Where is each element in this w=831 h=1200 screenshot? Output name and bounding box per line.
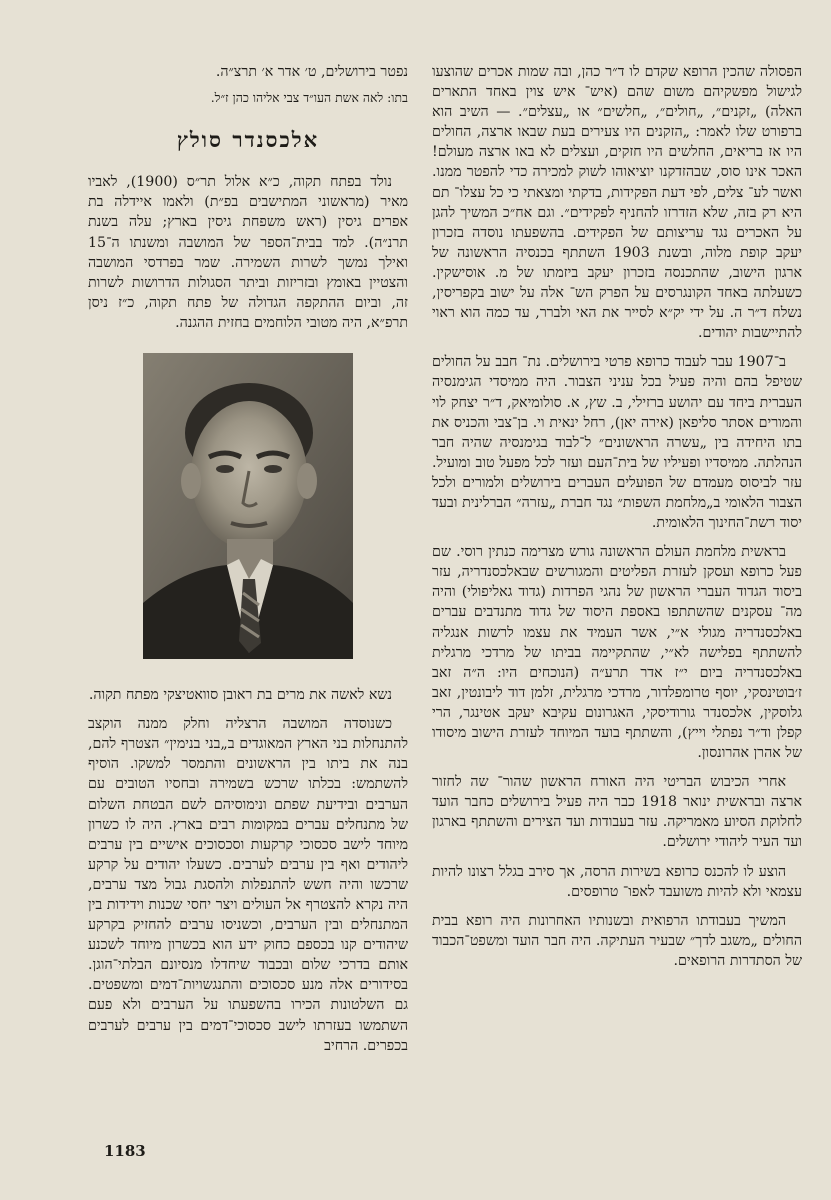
portrait-photo <box>143 353 353 659</box>
text-line: אחרי הכיבוש הבריטי היה האורח הראשון שהור־ <box>497 774 786 791</box>
text-line: והתנגשויות־דמים ומשפטים. גם השלטונות הכירו <box>88 977 408 1014</box>
text-line: בראשית מלחמת העולם הראשונה גורש מצרימה <box>520 544 786 561</box>
text-line: תם היא רק בזה, שלא הזדרזו להחניף לפקידים״. וגם <box>432 184 803 221</box>
right-paragraph <box>432 352 802 533</box>
text-line: יהושע ברזילי, ב. שץ, א. סולומיאק, ד״ר יצחק לוי <box>432 394 703 411</box>
right-paragraph <box>432 542 802 763</box>
text-line: ומשנתו ה־15 ואילך נמשך לשרות השמירה. שמר <box>88 234 409 271</box>
text-line: בהשפעתו על הערבים ולא פעם השתמשו בעזרתו <box>88 997 408 1034</box>
text-line: לאביו מאיר (מראשוני המתישבים בפ״ת) ולאמו <box>88 174 409 211</box>
text-line: בירושלים כחבר הועד לחלוקת הסיוע מאמריקה. עזר <box>432 794 802 831</box>
text-line: בביתו של מרדכי מרגלית באלכסנדריה ביום י״ז אדר <box>432 644 802 681</box>
text-line: הברלינית ובעד יסוד רשת־החינוך הלאומית. <box>432 494 802 532</box>
text-line: הטובים עם הערבים ובידיעת שפתם ונימוסיהם לשם <box>88 776 409 813</box>
left-column <box>88 62 408 1065</box>
text-line: כנתין רוסי. שם פעל כרופא ועסקן לעזרת הפליטים <box>432 544 802 581</box>
text-line: עברים באלכסנדריה מגולי א״י, אשר העמיד את עצמו <box>432 604 802 641</box>
text-line: ובשנת 1903 השתתף בכנסיה הראשונה של ארגון <box>432 244 803 281</box>
final-paragraph <box>88 714 408 1056</box>
bio-paragraph <box>88 172 408 333</box>
text-line: הישוב, שהתכנסה בזכרון יעקב ביזמתו של מ. <box>494 264 766 281</box>
right-paragraph <box>432 862 802 902</box>
text-line: שה לחזור ארצה ובראשית ינואר 1918 כבר היה פעיל <box>432 774 802 811</box>
text-line: איידלה בת אפרים גיסין (ראש משפחת גיסין בארץ; <box>88 194 408 231</box>
text-line: נשא לאשה את מרים בת ראובן סוואטיצקי מפתח <box>125 687 392 704</box>
right-column <box>432 62 802 980</box>
text-line: לסייר את האי ולברר, עד כמה הוא ראוי להתיישבות <box>432 305 802 342</box>
text-line: בגלל רצונו להיות עצמאי ולא להיות משועבד לאפו־ <box>432 863 802 900</box>
text-line: נולד בפתח תקוה, כ״א אלול תר״ס (1900), <box>126 174 393 191</box>
text-line: תרע״ה (הנוכחים היו: ה״ה זאב ז׳בוטינסקי, יוסף <box>432 664 803 701</box>
text-line: טרופסים. <box>566 883 619 900</box>
text-line: המשיך בעבודתו הרפואית ובשנותיו האחרונות <box>528 912 787 929</box>
text-line: וסכסוכים אישיים בין ערבים ליהודים ואף בין ערבים <box>88 836 409 873</box>
text-line: יהודים. <box>698 325 738 342</box>
text-line: אטינגר, הרי קפלן וד״ר נפתלי וייץ), והשתתף בועד <box>432 704 802 741</box>
text-line: לישב סכסוכי־דמים בין ערבים לערבים בכפרים. הרחיב <box>88 1017 408 1054</box>
biography-title: אלכסנדר סולץ <box>176 127 320 153</box>
text-line: בארץ. היה לו כשרון מיוחד לישב סכסוכי קרקעות <box>88 816 408 853</box>
text-line: בן־צבי והכניס את בתו היחידה בין „עשרה הראשונים״ <box>432 414 803 451</box>
daughter-line: בתו: לאה אשת העו״ד צבי אליהו כהן ז״ל. <box>210 90 408 106</box>
right-paragraph <box>432 62 802 343</box>
text-line: החולים היו אז בריאים, החלשים היו חזקים, ועצלים <box>432 124 802 161</box>
text-line: גלוסקין, אלכסנדר גורודיסקי, האגרונום עקיבא יעקב <box>508 704 802 721</box>
marriage-paragraph <box>88 685 408 705</box>
text-line: ב־1907 עבר לעבוד כרופא פרטי בירושלים. נת־ <box>522 354 786 371</box>
text-line: של בית־העם ועזר לכל מפעל טוב ומועיל. עזר לביסוס <box>432 454 802 491</box>
text-line: להתנפלות ולהסגת גבול מצד ערבים, היה נקרא <box>88 876 409 913</box>
text-line: יוציאוהו לשוק למכירה כדי להפטר ממנו. ואשר לע־ <box>432 164 802 201</box>
text-line: המתנחלים ובין הערבים, וכשניסו ערבים להחזיק <box>132 917 408 934</box>
text-line: לא באו ארצה מעולם! האכר אינו סוס, שבהזדקנו <box>432 144 803 181</box>
text-line: ירושלים. <box>662 834 711 851</box>
text-line: מיוחד לשכנע אותם בדרכי שלום ובכבוד שיחדלו <box>88 937 408 974</box>
text-line: בקרקע שיהודים קנו בכספם כחוק ידע הוא בכשרון <box>88 917 408 954</box>
text-line: הצבור הלאומי ב„מלחמת השפות״ נגד חברת „עזרה״ <box>516 494 803 511</box>
text-line: הבטחת השלום של מתנחלים עברים במקומות רבים <box>88 796 408 833</box>
text-line: עלה בשנת תרנ״ה). למד בבית־הספר של המושבה <box>88 214 408 251</box>
text-line: בחזית ההגנה. <box>175 314 250 331</box>
text-line: טרומפלדור, מרדכי מרגלית, זלמן דוד ליבונטין, זאב <box>432 684 710 701</box>
text-line: תקוה. <box>88 687 122 704</box>
text-line: ל־לבוד בגימנסיה שהיה חבר הנהלתה. ממיסדיו ופעיליו <box>432 434 802 471</box>
text-line: אכרים שהוצעו לגישול מפשקיהם משום שהם (איש־ <box>432 64 802 101</box>
text-line: איש צוין באחד התארים האלה) „זקנים״, „חולים״, <box>432 84 803 121</box>
text-line: שלו לאמר: „הזקנים היו צעירים בעת שבאו ארצה, <box>476 124 757 141</box>
text-line: הצבור. היה ממיסדי הגימנסיה העברית ביחד עם <box>432 374 802 411</box>
text-line: להצטרף אל העולים ויצר יחסי שכנות וידידות בין <box>88 896 351 913</box>
text-line: המיוחד לעזרת הישוב מיסודו של אהרן אהרונסון. <box>432 725 802 762</box>
text-line: והמגורשים שבאלכסנדריה, עזר ביסוד הגדוד העברי <box>432 564 802 601</box>
right-paragraph <box>432 911 802 971</box>
text-line: להתנחלות בני הארץ המאוגדים ב„בני בנימין״ הצטרף <box>120 736 408 753</box>
text-line: הסגולות הדרושות לשרות זה, וביום ההתקפה הגדולה <box>88 274 408 311</box>
text-line: הוסיף להשתמש: בכלתו שרכש בשמירה ובחסיו <box>88 756 408 793</box>
text-line: אוסישקין. כשעלתה באחד הקונגרסים על הפרק הש־ <box>432 264 802 302</box>
text-line: „חלשים״ או „עצלים״. — השיב הוא ברפורט <box>432 104 802 141</box>
text-line: עסקנים שהשתתפו באספת היסוד של גדוד מתנדבים <box>473 604 773 621</box>
text-line: מעמדם של הפועלים העברים בירושלים ולמורים ולכל <box>432 474 734 491</box>
text-line: הפסולה שהכין הרופא שקדם לו ד״ר כהן, ובה שמות <box>517 64 803 80</box>
text-line: בעבודות ועד הצירים והשתתף בארגון ועד העיר ליהודי <box>432 814 802 851</box>
text-line: היה חבר הועד ומשפט־הכבוד של הסתדרות הרופאים. <box>432 932 802 969</box>
text-line: להם, בנה את ביתו בין הראשונים והתמסר למשקו. <box>88 736 409 773</box>
text-line: הראשון של נהגי הפרדות (גדוד גאליפולי) והיה מה־ <box>432 584 802 621</box>
text-line: הפקידים. בהשפעתו נוסדה בזכרון יעקב קופת מלוה, <box>432 224 803 261</box>
right-paragraph <box>432 772 802 852</box>
text-line: הוצע לו להכנס כרופא בשירות הרסה, אך סירב <box>528 863 787 880</box>
death-line: נפטר בירושלים, ט׳ אדר א׳ תרצ״ה. <box>215 64 408 80</box>
text-line: היה רופא בבית החולים „משגב לדך״ שבעיר העתיקה. <box>432 912 802 949</box>
text-line: של פתח תקוה, כ״ז ניסן תרפ״א, היה מטובי הלוחמים <box>88 294 408 331</box>
portrait-frame <box>88 353 408 659</box>
text-line: צלים, לפי דעת הפקידות, בדקתי ומצאתי כי כל עצלו־ <box>454 184 744 201</box>
text-line: אח״כ המשיך להגן על האכרים נגד עריצותם של <box>432 204 802 241</box>
text-line: לרשות אנגליה להשתתף בפלישה לא״י, שהתקיימה <box>432 624 802 661</box>
portrait-image <box>143 353 353 659</box>
text-line: אלה על ישוב בקפריסין, נשלח ד״ר ה. על ידי יק״א <box>432 285 803 322</box>
text-line: והמורים אסתר סליפאן (אירה יאן), רחל ינאית וי. <box>532 414 803 431</box>
text-line: לערבים. כשעלו יהודים על קרקע שרכשו והיה חשש <box>88 856 408 893</box>
text-line: מנסיונם הבלתי־הוגן. בסידורים אלה מנע סכסוכים <box>88 957 408 994</box>
text-line: חבב על החולים שטיפל בהם והיה פעיל בכל עניני <box>432 354 802 391</box>
text-line: בפרדסי המושבה והצטיין באומץ ובזריזות וביתר <box>88 254 409 291</box>
text-line: כשנוסדה המושבה הרצליה וחלק ממנה הוקצב <box>88 716 392 733</box>
page-number: 1183 <box>104 1142 146 1160</box>
